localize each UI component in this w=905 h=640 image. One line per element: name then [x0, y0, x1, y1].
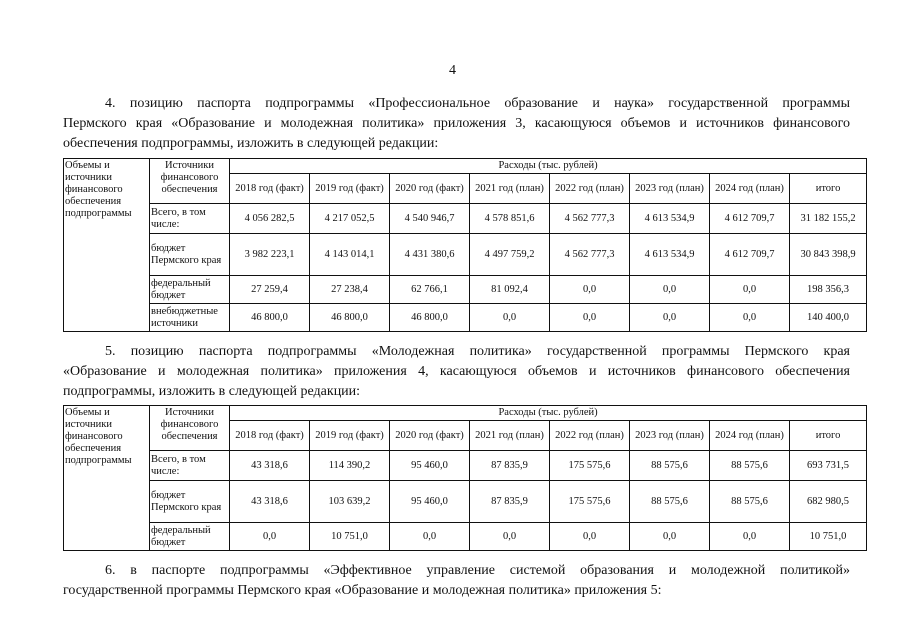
- table-cell: 95 460,0: [390, 481, 470, 523]
- table-1-year-header: 2018 год (факт): [230, 174, 310, 204]
- table-1-year-header: 2021 год (план): [470, 174, 550, 204]
- table-cell: 4 578 851,6: [470, 204, 550, 234]
- table-cell: 62 766,1: [390, 276, 470, 304]
- table-row: [64, 523, 867, 551]
- table-cell: 4 431 380,6: [390, 234, 470, 276]
- section-4-line-1: 4. позицию паспорта подпрограммы «Профессиональное образование и наука» государственной программы: [105, 96, 850, 111]
- table-2-year-header: 2019 год (факт): [310, 421, 390, 451]
- table-cell: 31 182 155,2: [790, 204, 867, 234]
- table-cell: 693 731,5: [790, 451, 867, 481]
- table-1-title-cell: Объемы и источники финансового обеспечения подпрограммы: [64, 159, 150, 332]
- section-5-line-3: подпрограммы, изложить в следующей редакции:: [63, 384, 361, 399]
- table-2-sources-header: Источники финансового обеспечения: [150, 406, 230, 451]
- table-cell: 0,0: [630, 523, 710, 551]
- table-cell: 140 400,0: [790, 304, 867, 332]
- table-2-source-label: Всего, в том числе:: [150, 451, 230, 481]
- table-1-source-label: Всего, в том числе:: [150, 204, 230, 234]
- table-1-source-label: внебюджетные источники: [150, 304, 230, 332]
- table-cell: 4 056 282,5: [230, 204, 310, 234]
- table-cell: 95 460,0: [390, 451, 470, 481]
- table-cell: 0,0: [550, 276, 630, 304]
- table-2-year-header: 2022 год (план): [550, 421, 630, 451]
- table-cell: 43 318,6: [230, 481, 310, 523]
- table-cell: 27 238,4: [310, 276, 390, 304]
- table-cell: 198 356,3: [790, 276, 867, 304]
- table-cell: 4 613 534,9: [630, 204, 710, 234]
- section-6-line-1: 6. в паспорте подпрограммы «Эффективное управление системой образования и молодежной политикой»: [105, 563, 850, 578]
- financing-table-2: [63, 405, 867, 551]
- table-cell: 88 575,6: [630, 451, 710, 481]
- table-cell: 4 143 014,1: [310, 234, 390, 276]
- table-1-source-label: федеральный бюджет: [150, 276, 230, 304]
- table-cell: 0,0: [390, 523, 470, 551]
- table-cell: 3 982 223,1: [230, 234, 310, 276]
- table-row: [64, 451, 867, 481]
- table-cell: 4 613 534,9: [630, 234, 710, 276]
- table-1-year-header: 2019 год (факт): [310, 174, 390, 204]
- section-6-line-2: государственной программы Пермского края «Образование и молодежная политика» приложения 5:: [63, 583, 662, 598]
- table-cell: 46 800,0: [230, 304, 310, 332]
- table-row: [64, 204, 867, 234]
- table-cell: 10 751,0: [310, 523, 390, 551]
- table-2-source-label: бюджет Пермского края: [150, 481, 230, 523]
- table-2-title-cell: Объемы и источники финансового обеспечения подпрограммы: [64, 406, 150, 551]
- table-cell: 0,0: [630, 304, 710, 332]
- table-cell: 46 800,0: [310, 304, 390, 332]
- table-row: [64, 234, 867, 276]
- table-cell: 175 575,6: [550, 451, 630, 481]
- section-4-paragraph: [63, 94, 850, 154]
- table-cell: 88 575,6: [710, 451, 790, 481]
- table-1-year-header: 2023 год (план): [630, 174, 710, 204]
- table-row: [64, 481, 867, 523]
- page-number: 4: [449, 63, 456, 78]
- section-5-line-1: 5. позицию паспорта подпрограммы «Молодежная политика» государственной программы Пермского края: [105, 344, 850, 359]
- table-2-year-header: 2020 год (факт): [390, 421, 470, 451]
- table-row: [64, 304, 867, 332]
- table-row: [64, 276, 867, 304]
- table-cell: 0,0: [470, 523, 550, 551]
- table-2-year-header: 2018 год (факт): [230, 421, 310, 451]
- table-cell: 0,0: [710, 276, 790, 304]
- table-cell: 4 540 946,7: [390, 204, 470, 234]
- financing-table-1: [63, 158, 867, 332]
- section-5-line-2: «Образование и молодежная политика» приложения 4, касающуюся объемов и источников финансового обеспечения: [63, 364, 850, 379]
- table-cell: 0,0: [470, 304, 550, 332]
- table-1-expenses-header: Расходы (тыс. рублей): [230, 159, 867, 174]
- table-cell: 88 575,6: [630, 481, 710, 523]
- table-cell: 175 575,6: [550, 481, 630, 523]
- table-cell: 46 800,0: [390, 304, 470, 332]
- section-4-line-3: обеспечения подпрограммы, изложить в следующей редакции:: [63, 136, 439, 151]
- table-cell: 27 259,4: [230, 276, 310, 304]
- table-cell: 0,0: [230, 523, 310, 551]
- table-cell: 682 980,5: [790, 481, 867, 523]
- section-5-paragraph: [63, 342, 850, 402]
- table-cell: 103 639,2: [310, 481, 390, 523]
- table-2-source-label: федеральный бюджет: [150, 523, 230, 551]
- table-cell: 10 751,0: [790, 523, 867, 551]
- table-cell: 87 835,9: [470, 481, 550, 523]
- table-2-total-header: итого: [790, 421, 867, 451]
- table-cell: 4 562 777,3: [550, 204, 630, 234]
- section-4-line-2: Пермского края «Образование и молодежная политика» приложения 3, касающуюся объемов и источников финансового: [63, 116, 850, 131]
- table-2-year-header: 2024 год (план): [710, 421, 790, 451]
- table-cell: 4 612 709,7: [710, 204, 790, 234]
- table-cell: 4 562 777,3: [550, 234, 630, 276]
- section-6-paragraph: [63, 561, 850, 601]
- table-cell: 30 843 398,9: [790, 234, 867, 276]
- table-cell: 0,0: [550, 523, 630, 551]
- table-cell: 81 092,4: [470, 276, 550, 304]
- table-1-year-header: 2022 год (план): [550, 174, 630, 204]
- table-2-year-header: 2021 год (план): [470, 421, 550, 451]
- table-2-expenses-header: Расходы (тыс. рублей): [230, 406, 867, 421]
- table-cell: 0,0: [710, 523, 790, 551]
- table-1-total-header: итого: [790, 174, 867, 204]
- table-cell: 4 497 759,2: [470, 234, 550, 276]
- table-1-year-header: 2024 год (план): [710, 174, 790, 204]
- table-1-year-header: 2020 год (факт): [390, 174, 470, 204]
- table-2-year-header: 2023 год (план): [630, 421, 710, 451]
- table-1-sources-header: Источники финансового обеспечения: [150, 159, 230, 204]
- table-cell: 4 217 052,5: [310, 204, 390, 234]
- table-cell: 0,0: [630, 276, 710, 304]
- table-cell: 43 318,6: [230, 451, 310, 481]
- table-cell: 0,0: [710, 304, 790, 332]
- table-cell: 114 390,2: [310, 451, 390, 481]
- table-1-source-label: бюджет Пермского края: [150, 234, 230, 276]
- table-cell: 88 575,6: [710, 481, 790, 523]
- table-cell: 87 835,9: [470, 451, 550, 481]
- table-cell: 0,0: [550, 304, 630, 332]
- table-cell: 4 612 709,7: [710, 234, 790, 276]
